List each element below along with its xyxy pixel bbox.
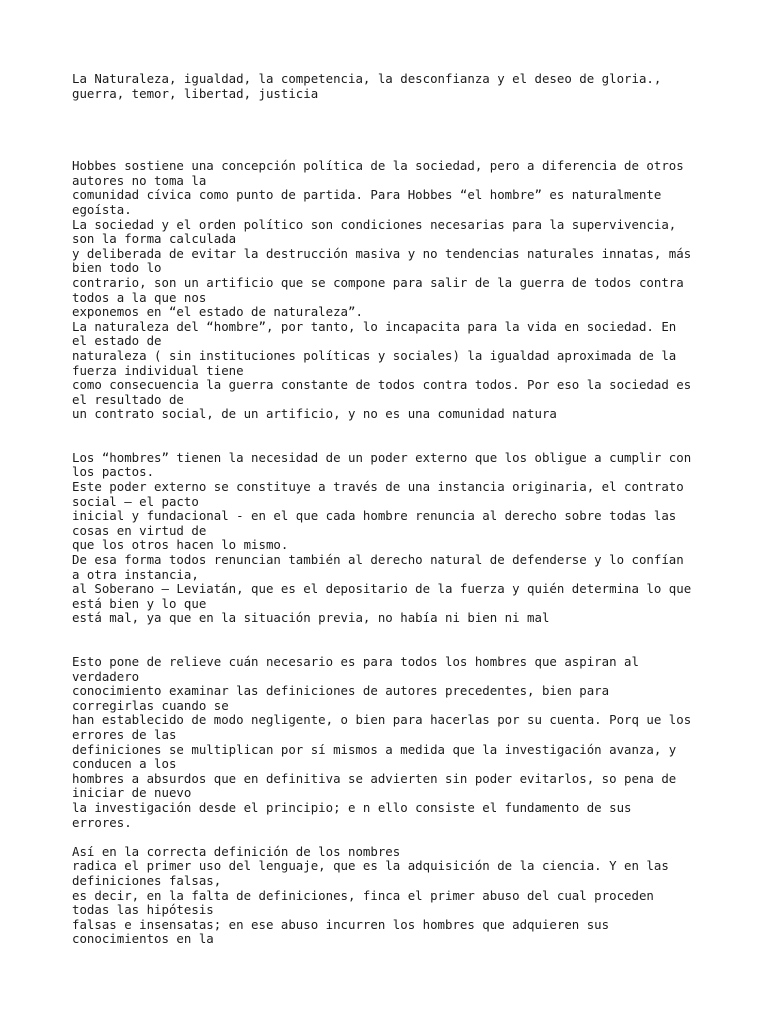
- text-line: son la forma calculada: [72, 231, 237, 247]
- text-line: verdadero: [72, 668, 140, 684]
- text-line: Los “hombres” tienen la necesidad de un poder externo que los obligue a cumplir con: [72, 449, 692, 465]
- text-line: definiciones falsas,: [72, 872, 222, 888]
- text-line: bien todo lo: [72, 260, 162, 276]
- paragraph-gap: [72, 626, 712, 655]
- definiciones-paragraph: [72, 655, 712, 830]
- text-line: como consecuencia la guerra constante de todos contra todos. Por eso la sociedad es: [72, 377, 692, 393]
- text-line: errores de las: [72, 726, 177, 742]
- text-line: conocimientos en la: [72, 931, 214, 947]
- text-line: La naturaleza del “hombre”, por tanto, lo incapacita para la vida en sociedad. En: [72, 318, 677, 334]
- text-line: autores no toma la: [72, 172, 207, 188]
- text-line: social – el pacto: [72, 493, 199, 509]
- hobbes-concepcion-paragraph: [72, 159, 712, 422]
- lenguaje-paragraph: [72, 845, 712, 947]
- text-line: radica el primer uso del lenguaje, que es la adquisición de la ciencia. Y en las: [72, 858, 669, 874]
- text-line: cosas en virtud de: [72, 522, 207, 538]
- text-line: egoísta.: [72, 201, 132, 217]
- text-line: todos a la que nos: [72, 289, 207, 305]
- text-line: Hobbes sostiene una concepción política de la sociedad, pero a diferencia de otros: [72, 158, 684, 174]
- text-line: Así en la correcta definición de los nombres: [72, 843, 401, 859]
- text-line: contrario, son un artificio que se compone para salir de la guerra de todos contra: [72, 274, 684, 290]
- text-line: al Soberano – Leviatán, que es el depositario de la fuerza y quién determina lo que: [72, 581, 692, 597]
- text-line: conocimiento examinar las definiciones de autores precedentes, bien para: [72, 683, 610, 699]
- document-page: [72, 72, 712, 947]
- text-line: errores.: [72, 814, 132, 830]
- text-line: hombres a absurdos que en definitiva se advierten sin poder evitarlos, so pena de: [72, 770, 677, 786]
- text-line: falsas e insensatas; en ese abuso incurren los hombres que adquieren sus: [72, 916, 610, 932]
- text-line: los pactos.: [72, 464, 155, 480]
- text-line: comunidad cívica como punto de partida. Para Hobbes “el hombre” es naturalmente: [72, 187, 662, 203]
- text-line: iniciar de nuevo: [72, 785, 192, 801]
- text-line: y deliberada de evitar la destrucción masiva y no tendencias naturales innatas, más: [72, 245, 692, 261]
- text-line: está bien y lo que: [72, 595, 207, 611]
- text-line: todas las hipótesis: [72, 902, 214, 918]
- text-line: La Naturaleza, igualdad, la competencia, la desconfianza y el deseo de gloria.,: [72, 71, 662, 86]
- text-line: corregirlas cuando se: [72, 697, 229, 713]
- text-line: La sociedad y el orden político son condiciones necesarias para la supervivencia,: [72, 216, 677, 232]
- paragraph-gap: [72, 830, 712, 845]
- text-line: Este poder externo se constituye a través de una instancia originaria, el contrato: [72, 479, 684, 495]
- text-line: De esa forma todos renuncian también al derecho natural de defenderse y lo confían: [72, 552, 684, 568]
- text-line: a otra instancia,: [72, 566, 199, 582]
- text-line: definiciones se multiplican por sí mismos a medida que la investigación avanza, y: [72, 741, 677, 757]
- text-line: conducen a los: [72, 756, 177, 772]
- paragraph-gap: [72, 101, 712, 159]
- paragraph-gap: [72, 422, 712, 451]
- text-line: naturaleza ( sin instituciones políticas y sociales) la igualdad aproximada de la: [72, 347, 677, 363]
- text-line: guerra, temor, libertad, justicia: [72, 85, 319, 101]
- poder-externo-paragraph: [72, 451, 712, 626]
- text-line: inicial y fundacional - en el que cada hombre renuncia al derecho sobre todas las: [72, 508, 677, 524]
- text-line: que los otros hacen lo mismo.: [72, 537, 289, 553]
- text-line: Esto pone de relieve cuán necesario es para todos los hombres que aspiran al: [72, 654, 639, 669]
- text-line: un contrato social, de un artificio, y no es una comunidad natura: [72, 406, 557, 422]
- text-line: está mal, ya que en la situación previa, no había ni bien ni mal: [72, 610, 550, 626]
- text-line: fuerza individual tiene: [72, 362, 244, 378]
- text-line: exponemos en “el estado de naturaleza”.: [72, 304, 363, 320]
- text-line: la investigación desde el principio; e n ello consiste el fundamento de sus: [72, 799, 632, 815]
- text-line: es decir, en la falta de definiciones, finca el primer abuso del cual proceden: [72, 887, 654, 903]
- keywords-paragraph: [72, 72, 712, 101]
- text-line: han establecido de modo negligente, o bien para hacerlas por su cuenta. Porq ue los: [72, 712, 692, 728]
- text-line: el estado de: [72, 333, 162, 349]
- text-line: el resultado de: [72, 391, 184, 407]
